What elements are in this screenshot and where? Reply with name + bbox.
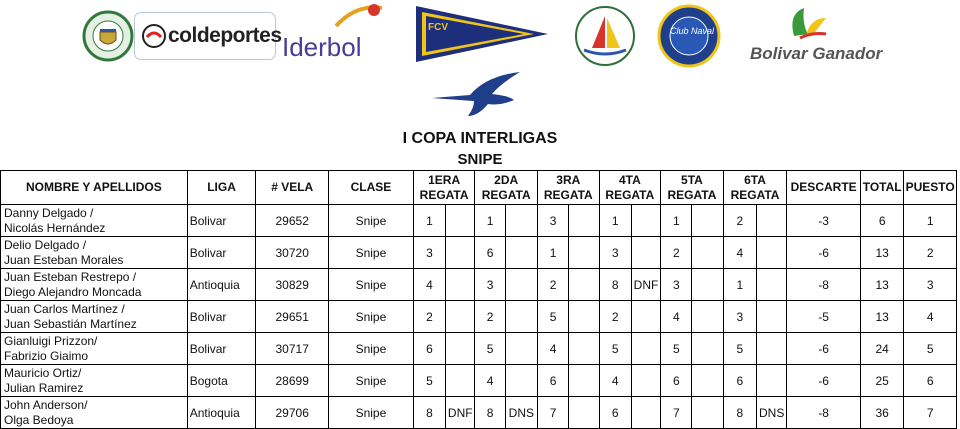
cell-r2-position: 3 <box>475 269 505 301</box>
cell-r5-code <box>692 205 723 237</box>
header-regata-5 <box>661 171 724 205</box>
cell-liga: Bolivar <box>187 205 256 237</box>
cell-desc: -5 <box>787 301 861 333</box>
cell-r5-position: 2 <box>661 237 692 269</box>
cell-sailors <box>1 397 188 429</box>
cell-r5-code <box>692 301 723 333</box>
cell-r6-position: 8 <box>723 397 756 429</box>
cell-r5-position: 7 <box>661 397 692 429</box>
cell-r5-position: 1 <box>661 205 692 237</box>
colombia-seal-logo <box>82 10 134 62</box>
cell-liga: Bolivar <box>187 333 256 365</box>
header-regata-6-number: 6TA <box>744 172 766 187</box>
cell-r6-code <box>757 237 787 269</box>
cell-liga: Bolivar <box>187 301 256 333</box>
cell-r6-code: DNS <box>757 397 787 429</box>
header-regata-5-number: 5TA <box>681 172 703 187</box>
header-regata-1-label: REGATA <box>419 187 469 202</box>
header-regata-6 <box>723 171 787 205</box>
cell-r3-position: 5 <box>537 301 568 333</box>
cell-sailors <box>1 365 188 397</box>
cell-vela: 30717 <box>256 333 329 365</box>
header-regata-3-label: REGATA <box>543 187 593 202</box>
cell-r6-code <box>757 269 787 301</box>
cell-r1-position: 5 <box>413 365 445 397</box>
cell-puesto: 2 <box>904 237 957 269</box>
fcv-label: FCV <box>428 22 448 33</box>
results-table <box>0 170 957 429</box>
sailor-name-1: Gianluigi Prizzon/ <box>4 333 98 348</box>
cell-liga: Antioquia <box>187 397 256 429</box>
cell-r1-position: 1 <box>413 205 445 237</box>
cell-r2-position: 6 <box>475 237 505 269</box>
cell-r5-position: 4 <box>661 301 692 333</box>
cell-r2-position: 2 <box>475 301 505 333</box>
header-regata-2-label: REGATA <box>481 187 531 202</box>
header-vela: # VELA <box>256 171 329 205</box>
logo-banner <box>0 0 960 70</box>
coldeportes-logo: coldeportes <box>134 12 276 60</box>
cell-r4-code <box>631 301 660 333</box>
cell-total: 24 <box>860 333 903 365</box>
bolivar-ganador-label: Bolivar Ganador <box>750 44 883 63</box>
cell-puesto: 4 <box>904 301 957 333</box>
header-descarte: DESCARTE <box>787 171 861 205</box>
cell-liga: Bogota <box>187 365 256 397</box>
iderbol-logo: Iderbol <box>282 2 402 64</box>
cell-total: 25 <box>860 365 903 397</box>
cell-puesto: 3 <box>904 269 957 301</box>
cell-r3-position: 1 <box>537 237 568 269</box>
cell-r5-code <box>692 237 723 269</box>
table-row <box>1 333 957 365</box>
cell-r3-position: 4 <box>537 333 568 365</box>
page-subtitle: SNIPE <box>457 151 503 168</box>
cell-r6-code <box>757 333 787 365</box>
header-regata-3-number: 3RA <box>556 172 581 187</box>
cell-r4-position: 6 <box>599 397 631 429</box>
cell-r3-position: 7 <box>537 397 568 429</box>
cell-r2-position: 1 <box>475 205 505 237</box>
cell-r6-position: 6 <box>723 365 756 397</box>
cell-vela: 29652 <box>256 205 329 237</box>
cell-desc: -8 <box>787 269 861 301</box>
table-row <box>1 365 957 397</box>
iderbol-swoosh-icon <box>334 2 384 32</box>
cell-r2-code <box>505 269 537 301</box>
cell-r1-code <box>446 301 475 333</box>
cell-r5-code <box>692 269 723 301</box>
sailor-name-2: Olga Bedoya <box>4 412 74 427</box>
cell-total: 36 <box>860 397 903 429</box>
table-row <box>1 237 957 269</box>
cell-sailors <box>1 237 188 269</box>
cell-vela: 29706 <box>256 397 329 429</box>
cell-r4-code <box>631 237 660 269</box>
cell-r4-code: DNF <box>631 269 660 301</box>
cell-desc: -6 <box>787 365 861 397</box>
cell-r6-code <box>757 205 787 237</box>
cell-r1-code: DNF <box>446 397 475 429</box>
cell-r6-position: 2 <box>723 205 756 237</box>
header-puesto: PUESTO <box>904 171 957 205</box>
table-header-row <box>1 171 957 205</box>
table-row <box>1 301 957 333</box>
table-row <box>1 205 957 237</box>
cell-r3-code <box>569 301 599 333</box>
cell-clase: Snipe <box>329 365 414 397</box>
header-regata-4-number: 4TA <box>618 172 641 187</box>
liga-bolivar-logo <box>570 4 640 68</box>
cell-puesto: 1 <box>904 205 957 237</box>
cell-puesto: 5 <box>904 333 957 365</box>
cell-sailors <box>1 269 188 301</box>
cell-r2-position: 4 <box>475 365 505 397</box>
sailor-name-1: Juan Carlos Martínez / <box>4 301 125 316</box>
cell-clase: Snipe <box>329 269 414 301</box>
cell-r5-code <box>692 397 723 429</box>
cell-clase: Snipe <box>329 397 414 429</box>
cell-sailors <box>1 205 188 237</box>
cell-r1-position: 2 <box>413 301 445 333</box>
sailor-name-2: Juan Sebastián Martínez <box>4 316 137 331</box>
club-naval-label: Club Naval <box>670 26 715 36</box>
cell-r2-position: 5 <box>475 333 505 365</box>
cell-r4-position: 1 <box>599 205 631 237</box>
sailor-name-1: John Anderson/ <box>4 397 88 412</box>
snipe-bird-emblem-icon <box>430 70 526 120</box>
cell-r4-position: 2 <box>599 301 631 333</box>
cell-r3-position: 3 <box>537 205 568 237</box>
header-regata-4-label: REGATA <box>605 187 655 202</box>
cell-vela: 30720 <box>256 237 329 269</box>
cell-r1-position: 6 <box>413 333 445 365</box>
cell-r4-code <box>631 365 660 397</box>
cell-vela: 30829 <box>256 269 329 301</box>
page-title: I COPA INTERLIGAS <box>402 130 558 147</box>
header-liga: LIGA <box>187 171 256 205</box>
cell-desc: -3 <box>787 205 861 237</box>
cell-r1-code <box>446 333 475 365</box>
cell-r1-position: 4 <box>413 269 445 301</box>
header-clase: CLASE <box>329 171 414 205</box>
cell-sailors <box>1 333 188 365</box>
cell-sailors <box>1 301 188 333</box>
cell-liga: Antioquia <box>187 269 256 301</box>
cell-r4-position: 4 <box>599 365 631 397</box>
cell-r5-position: 6 <box>661 365 692 397</box>
cell-r2-code <box>505 301 537 333</box>
cell-r4-code <box>631 205 660 237</box>
cell-r3-code <box>569 365 599 397</box>
header-total: TOTAL <box>860 171 903 205</box>
cell-total: 13 <box>860 301 903 333</box>
cell-r4-position: 8 <box>599 269 631 301</box>
sailor-name-1: Danny Delgado / <box>4 205 94 220</box>
cell-vela: 28699 <box>256 365 329 397</box>
cell-r2-code <box>505 237 537 269</box>
cell-r5-code <box>692 365 723 397</box>
cell-r1-code <box>446 269 475 301</box>
cell-r1-position: 3 <box>413 237 445 269</box>
cell-vela: 29651 <box>256 301 329 333</box>
cell-clase: Snipe <box>329 333 414 365</box>
cell-r6-code <box>757 365 787 397</box>
cell-r1-code <box>446 365 475 397</box>
sailor-name-2: Julian Ramirez <box>4 380 84 395</box>
cell-r3-code <box>569 237 599 269</box>
cell-desc: -6 <box>787 333 861 365</box>
cell-r2-position: 8 <box>475 397 505 429</box>
cell-r4-position: 5 <box>599 333 631 365</box>
header-name: NOMBRE Y APELLIDOS <box>1 171 188 205</box>
cell-r4-position: 3 <box>599 237 631 269</box>
sailor-name-2: Diego Alejandro Moncada <box>4 284 142 299</box>
coldeportes-symbol-icon <box>141 23 167 49</box>
table-row <box>1 269 957 301</box>
cell-r6-position: 4 <box>723 237 756 269</box>
header-regata-4 <box>599 171 661 205</box>
sailor-name-2: Nicolás Hernández <box>4 220 106 235</box>
cell-r2-code <box>505 333 537 365</box>
cell-r3-code <box>569 397 599 429</box>
cell-r4-code <box>631 333 660 365</box>
header-regata-6-label: REGATA <box>730 187 780 202</box>
fcv-flag-logo <box>416 6 548 62</box>
sailor-name-1: Mauricio Ortiz/ <box>4 365 82 380</box>
cell-r2-code <box>505 205 537 237</box>
cell-r3-position: 6 <box>537 365 568 397</box>
cell-desc: -8 <box>787 397 861 429</box>
cell-r6-position: 5 <box>723 333 756 365</box>
header-regata-5-label: REGATA <box>667 187 717 202</box>
cell-r3-code <box>569 333 599 365</box>
sailor-name-2: Fabrizio Giaimo <box>4 348 89 363</box>
bolivar-ganador-leaf-icon <box>786 6 830 44</box>
club-naval-logo <box>656 4 722 68</box>
cell-r2-code: DNS <box>505 397 537 429</box>
cell-clase: Snipe <box>329 205 414 237</box>
cell-r1-code <box>446 237 475 269</box>
cell-r3-code <box>569 205 599 237</box>
cell-r6-position: 3 <box>723 301 756 333</box>
sailor-name-1: Delio Delgado / <box>4 237 87 252</box>
cell-r3-position: 2 <box>537 269 568 301</box>
cell-r4-code <box>631 397 660 429</box>
cell-clase: Snipe <box>329 301 414 333</box>
cell-r3-code <box>569 269 599 301</box>
table-row <box>1 397 957 429</box>
cell-liga: Bolivar <box>187 237 256 269</box>
cell-puesto: 7 <box>904 397 957 429</box>
cell-r5-position: 3 <box>661 269 692 301</box>
cell-r5-code <box>692 333 723 365</box>
cell-desc: -6 <box>787 237 861 269</box>
header-regata-1 <box>413 171 475 205</box>
cell-r6-position: 1 <box>723 269 756 301</box>
cell-total: 13 <box>860 237 903 269</box>
cell-r2-code <box>505 365 537 397</box>
header-regata-2-number: 2DA <box>494 172 519 187</box>
header-regata-1-number: 1ERA <box>428 172 461 187</box>
cell-r6-code <box>757 301 787 333</box>
cell-puesto: 6 <box>904 365 957 397</box>
sailor-name-1: Juan Esteban Restrepo / <box>4 269 137 284</box>
header-regata-3 <box>537 171 599 205</box>
cell-clase: Snipe <box>329 237 414 269</box>
cell-r1-code <box>446 205 475 237</box>
header-regata-2 <box>475 171 538 205</box>
cell-r1-position: 8 <box>413 397 445 429</box>
cell-total: 6 <box>860 205 903 237</box>
cell-r5-position: 5 <box>661 333 692 365</box>
cell-total: 13 <box>860 269 903 301</box>
sailor-name-2: Juan Esteban Morales <box>4 252 124 267</box>
